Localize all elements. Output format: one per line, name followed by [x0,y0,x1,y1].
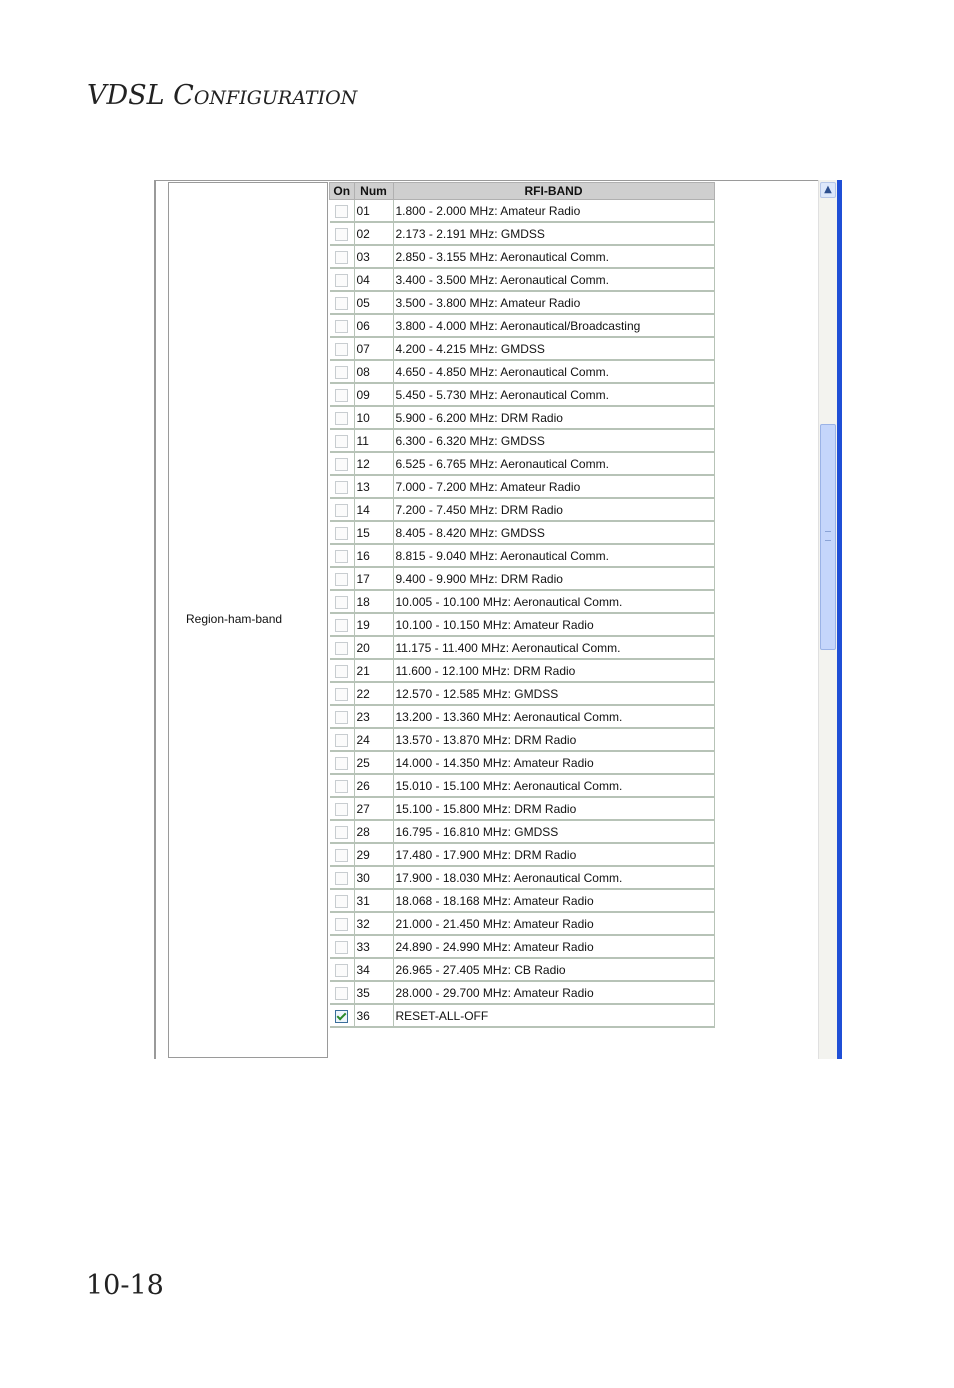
table-row [330,200,715,223]
band-num: 09 [354,383,393,406]
band-num: 24 [354,728,393,751]
table-row [330,314,715,337]
table-row [330,360,715,383]
band-num: 17 [354,567,393,590]
on-cell [330,659,355,682]
band-num: 07 [354,337,393,360]
table-row [330,613,715,636]
band-range: 2.173 - 2.191 MHz: GMDSS [393,222,714,245]
band-num: 08 [354,360,393,383]
band-checkbox[interactable] [335,941,348,954]
on-cell [330,774,355,797]
band-num: 02 [354,222,393,245]
on-cell [330,889,355,912]
band-num: 15 [354,521,393,544]
on-cell [330,222,355,245]
table-row [330,889,715,912]
column-header-num: Num [354,183,393,200]
band-range: 13.570 - 13.870 MHz: DRM Radio [393,728,714,751]
on-cell [330,383,355,406]
band-checkbox[interactable] [335,320,348,333]
table-row [330,590,715,613]
on-cell [330,314,355,337]
band-checkbox[interactable] [335,665,348,678]
band-range: 17.480 - 17.900 MHz: DRM Radio [393,843,714,866]
table-row [330,751,715,774]
band-range: 6.300 - 6.320 MHz: GMDSS [393,429,714,452]
table-header-row [330,183,715,200]
band-checkbox[interactable] [335,1010,348,1023]
band-checkbox[interactable] [335,596,348,609]
on-cell [330,843,355,866]
band-checkbox[interactable] [335,688,348,701]
band-num: 05 [354,291,393,314]
band-range: 28.000 - 29.700 MHz: Amateur Radio [393,981,714,1004]
band-num: 29 [354,843,393,866]
band-checkbox[interactable] [335,642,348,655]
band-range: 10.100 - 10.150 MHz: Amateur Radio [393,613,714,636]
band-num: 22 [354,682,393,705]
band-range: RESET-ALL-OFF [393,1004,714,1027]
on-cell [330,406,355,429]
band-range: 17.900 - 18.030 MHz: Aeronautical Comm. [393,866,714,889]
rfi-band-rows [330,200,715,1028]
band-num: 13 [354,475,393,498]
table-row [330,268,715,291]
table-row [330,820,715,843]
band-range: 4.200 - 4.215 MHz: GMDSS [393,337,714,360]
on-cell [330,291,355,314]
band-num: 35 [354,981,393,1004]
on-cell [330,705,355,728]
chevron-up-icon[interactable]: ▲ [820,182,836,198]
table-row [330,774,715,797]
on-cell [330,728,355,751]
band-num: 12 [354,452,393,475]
column-header-rfi-band: RFI-BAND [393,183,714,200]
table-row [330,728,715,751]
table-row [330,429,715,452]
band-checkbox[interactable] [335,504,348,517]
on-cell [330,590,355,613]
table-row [330,958,715,981]
band-range: 9.400 - 9.900 MHz: DRM Radio [393,567,714,590]
on-cell [330,613,355,636]
on-cell [330,636,355,659]
table-row [330,498,715,521]
table-row [330,567,715,590]
band-range: 16.795 - 16.810 MHz: GMDSS [393,820,714,843]
band-num: 04 [354,268,393,291]
band-num: 11 [354,429,393,452]
on-cell [330,200,355,223]
band-num: 20 [354,636,393,659]
on-cell [330,751,355,774]
on-cell [330,521,355,544]
on-cell [330,268,355,291]
band-range: 3.800 - 4.000 MHz: Aeronautical/Broadcasting [393,314,714,337]
band-checkbox[interactable] [335,389,348,402]
table-row [330,843,715,866]
grip-icon [825,531,831,541]
band-num: 18 [354,590,393,613]
on-cell [330,429,355,452]
band-num: 21 [354,659,393,682]
band-checkbox[interactable] [335,527,348,540]
table-row [330,636,715,659]
on-cell [330,935,355,958]
band-num: 19 [354,613,393,636]
band-checkbox[interactable] [335,734,348,747]
band-checkbox[interactable] [335,619,348,632]
band-range: 14.000 - 14.350 MHz: Amateur Radio [393,751,714,774]
band-num: 28 [354,820,393,843]
on-cell [330,360,355,383]
band-range: 4.650 - 4.850 MHz: Aeronautical Comm. [393,360,714,383]
band-checkbox[interactable] [335,251,348,264]
table-row [330,981,715,1004]
band-checkbox[interactable] [335,895,348,908]
table-row [330,866,715,889]
band-checkbox[interactable] [335,964,348,977]
table-row [330,659,715,682]
on-cell [330,981,355,1004]
band-checkbox[interactable] [335,274,348,287]
on-cell [330,452,355,475]
on-cell [330,337,355,360]
table-row [330,291,715,314]
band-range: 5.450 - 5.730 MHz: Aeronautical Comm. [393,383,714,406]
band-range: 24.890 - 24.990 MHz: Amateur Radio [393,935,714,958]
band-checkbox[interactable] [335,228,348,241]
band-range: 3.400 - 3.500 MHz: Aeronautical Comm. [393,268,714,291]
band-range: 5.900 - 6.200 MHz: DRM Radio [393,406,714,429]
band-checkbox[interactable] [335,711,348,724]
band-checkbox[interactable] [335,366,348,379]
band-range: 11.600 - 12.100 MHz: DRM Radio [393,659,714,682]
band-checkbox[interactable] [335,872,348,885]
table-row [330,406,715,429]
band-checkbox[interactable] [335,780,348,793]
band-range: 15.010 - 15.100 MHz: Aeronautical Comm. [393,774,714,797]
band-num: 31 [354,889,393,912]
table-row [330,245,715,268]
scrollbar-thumb[interactable] [820,424,836,650]
band-checkbox[interactable] [335,412,348,425]
table-row [330,452,715,475]
band-range: 7.200 - 7.450 MHz: DRM Radio [393,498,714,521]
band-checkbox[interactable] [335,918,348,931]
band-range: 2.850 - 3.155 MHz: Aeronautical Comm. [393,245,714,268]
band-range: 10.005 - 10.100 MHz: Aeronautical Comm. [393,590,714,613]
band-checkbox[interactable] [335,481,348,494]
band-range: 8.405 - 8.420 MHz: GMDSS [393,521,714,544]
band-checkbox[interactable] [335,803,348,816]
on-cell [330,245,355,268]
on-cell [330,682,355,705]
page-title-initial: VDSL C [87,80,194,111]
band-range: 15.100 - 15.800 MHz: DRM Radio [393,797,714,820]
band-range: 8.815 - 9.040 MHz: Aeronautical Comm. [393,544,714,567]
rfi-band-frame [154,180,842,1059]
band-num: 03 [354,245,393,268]
region-ham-band-label: Region-ham-band [186,612,283,626]
band-num: 27 [354,797,393,820]
table-row [330,383,715,406]
region-label-cell [168,182,328,1058]
band-num: 26 [354,774,393,797]
band-num: 06 [354,314,393,337]
on-cell [330,475,355,498]
band-range: 11.175 - 11.400 MHz: Aeronautical Comm. [393,636,714,659]
band-num: 14 [354,498,393,521]
band-num: 23 [354,705,393,728]
rfi-band-table [329,182,715,1028]
band-num: 34 [354,958,393,981]
table-row [330,337,715,360]
table-row [330,521,715,544]
on-cell [330,912,355,935]
band-range: 3.500 - 3.800 MHz: Amateur Radio [393,291,714,314]
table-row [330,797,715,820]
on-cell [330,958,355,981]
on-cell [330,498,355,521]
band-num: 25 [354,751,393,774]
band-num: 33 [354,935,393,958]
band-range: 13.200 - 13.360 MHz: Aeronautical Comm. [393,705,714,728]
band-checkbox[interactable] [335,435,348,448]
band-num: 36 [354,1004,393,1027]
on-cell [330,820,355,843]
band-num: 32 [354,912,393,935]
band-num: 01 [354,200,393,223]
table-row [330,475,715,498]
column-header-on: On [330,183,355,200]
band-checkbox[interactable] [335,205,348,218]
band-range: 1.800 - 2.000 MHz: Amateur Radio [393,200,714,223]
table-row [330,705,715,728]
band-checkbox[interactable] [335,826,348,839]
band-range: 26.965 - 27.405 MHz: CB Radio [393,958,714,981]
table-row [330,682,715,705]
table-row [330,544,715,567]
table-row [330,912,715,935]
band-num: 16 [354,544,393,567]
band-checkbox[interactable] [335,550,348,563]
table-row [330,222,715,245]
band-checkbox[interactable] [335,458,348,471]
band-range: 12.570 - 12.585 MHz: GMDSS [393,682,714,705]
on-cell [330,567,355,590]
vertical-scrollbar[interactable] [818,180,838,1059]
band-checkbox[interactable] [335,849,348,862]
on-cell [330,797,355,820]
on-cell [330,544,355,567]
band-checkbox[interactable] [335,343,348,356]
band-checkbox[interactable] [335,297,348,310]
table-row [330,935,715,958]
band-num: 10 [354,406,393,429]
band-range: 21.000 - 21.450 MHz: Amateur Radio [393,912,714,935]
band-num: 30 [354,866,393,889]
table-row [330,1004,715,1027]
band-checkbox[interactable] [335,987,348,1000]
page-title [87,80,357,111]
on-cell [330,1004,355,1027]
band-checkbox[interactable] [335,757,348,770]
page-number: 10-18 [86,1270,164,1301]
window-edge [837,180,842,1059]
band-checkbox[interactable] [335,573,348,586]
band-range: 7.000 - 7.200 MHz: Amateur Radio [393,475,714,498]
on-cell [330,866,355,889]
page-title-rest: ONFIGURATION [193,87,358,109]
band-range: 18.068 - 18.168 MHz: Amateur Radio [393,889,714,912]
band-range: 6.525 - 6.765 MHz: Aeronautical Comm. [393,452,714,475]
